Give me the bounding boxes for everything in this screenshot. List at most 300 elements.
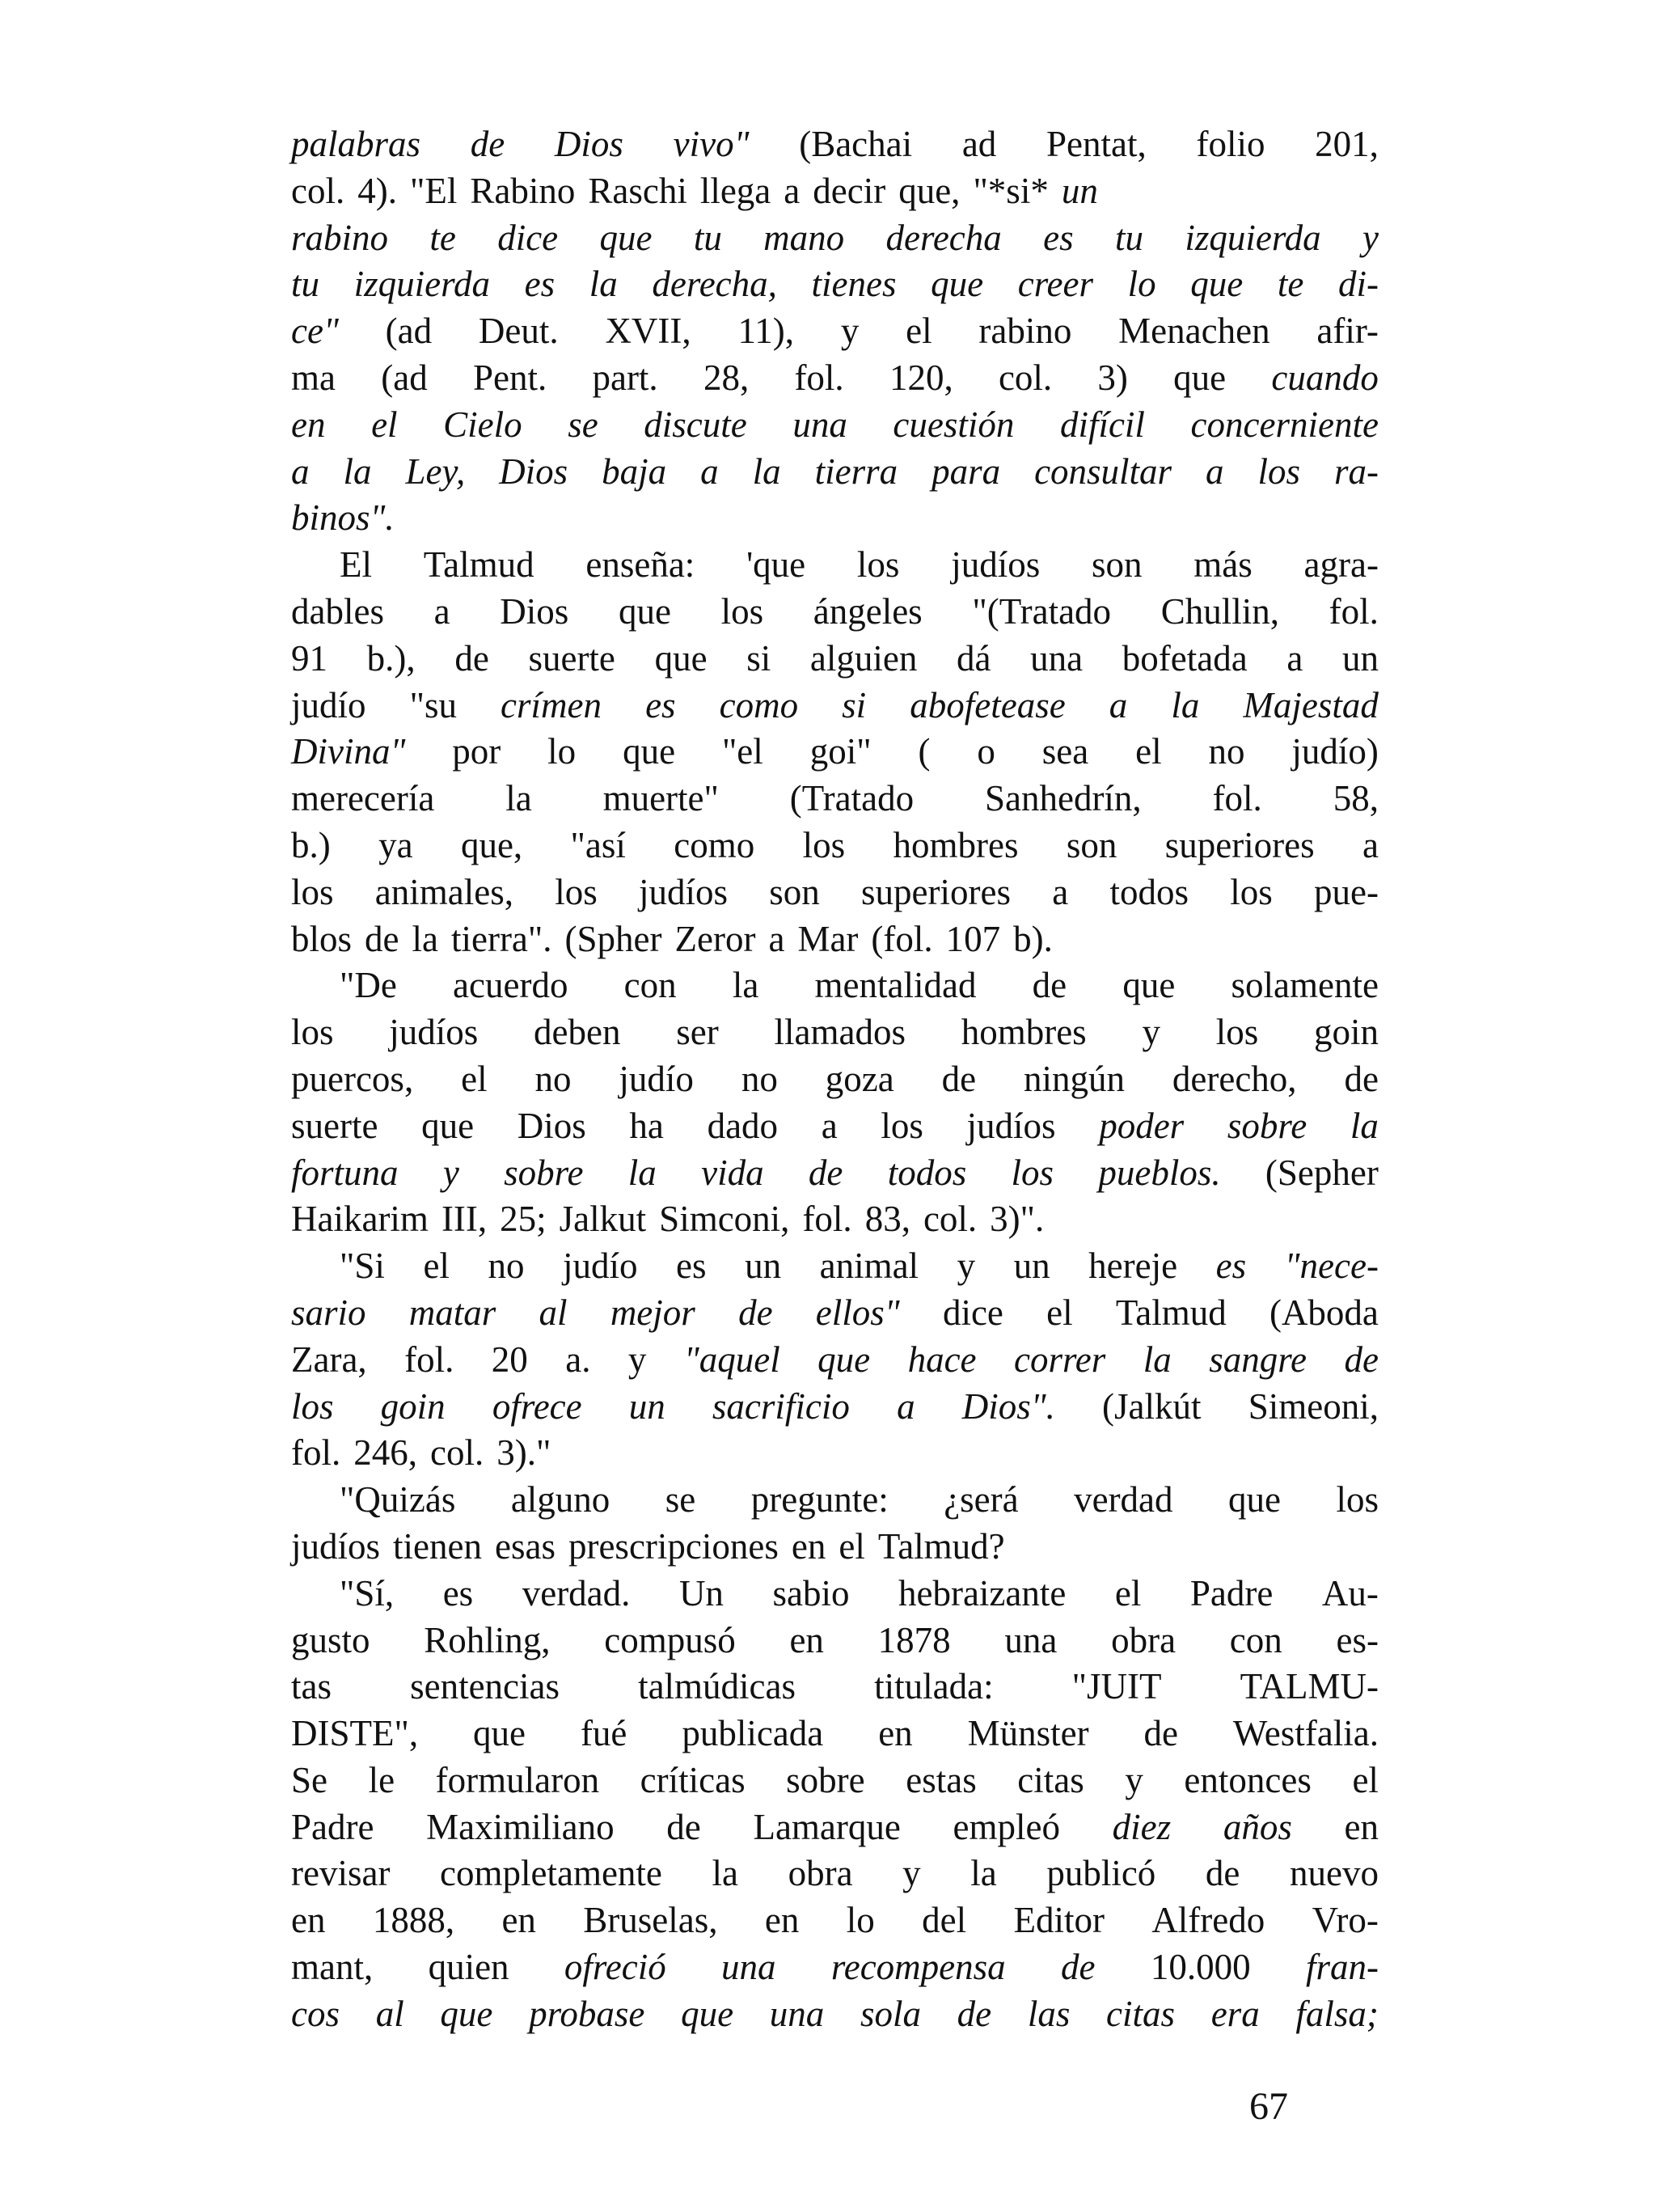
word: y (627, 1339, 647, 1380)
word: a (1286, 637, 1303, 679)
word: (Tratado (789, 778, 915, 819)
word: completamente (440, 1853, 662, 1894)
word: de (365, 918, 399, 959)
text-line (291, 1009, 1379, 1056)
word: la (970, 1853, 997, 1894)
word: 1888, (372, 1900, 455, 1941)
word: judíos (638, 871, 729, 912)
italic-word: palabras (291, 124, 421, 164)
italic-word: años (1223, 1806, 1292, 1847)
italic-word: discute (644, 404, 747, 445)
word: dice (942, 1292, 1003, 1333)
word: "Sí, (340, 1572, 395, 1614)
word: XVII, (605, 311, 691, 352)
italic-word: vivo" (673, 124, 750, 164)
word: fol. (404, 1339, 454, 1380)
word: entonces (1184, 1759, 1312, 1800)
word: Mar (797, 918, 859, 959)
word: obra (1111, 1619, 1177, 1660)
word: Raschi (588, 170, 687, 211)
word: 201, (1315, 124, 1379, 164)
word: dá (956, 637, 991, 679)
italic-word: abofetease (910, 684, 1066, 725)
word: citas (1017, 1759, 1084, 1800)
italic-word: las (1027, 1993, 1071, 2034)
word: ha (629, 1105, 664, 1146)
italic-word: tu (291, 264, 320, 305)
text-line (291, 355, 1379, 402)
text-line (291, 1850, 1379, 1897)
word: ningún (1023, 1058, 1125, 1099)
italic-word: falsa; (1295, 1993, 1379, 2034)
text-line (291, 449, 1379, 496)
word: empleó (953, 1806, 1060, 1847)
word: mentalidad (814, 965, 977, 1006)
word: llamados (774, 1012, 906, 1053)
word: los (802, 824, 846, 865)
word: que, (460, 824, 523, 865)
italic-word: es (645, 684, 676, 725)
word: que (421, 1105, 475, 1146)
italic-word: ofrece (492, 1385, 582, 1427)
word: un (1341, 637, 1379, 679)
word: de (1344, 1058, 1379, 1099)
word: Münster (967, 1713, 1089, 1754)
italic-word: de (1344, 1339, 1379, 1380)
italic-word: una (721, 1947, 776, 1988)
word: deben (534, 1012, 621, 1053)
word: Dios (517, 1105, 586, 1146)
word: solamente (1231, 965, 1379, 1006)
word: por (452, 731, 501, 772)
italic-word: cuestión (893, 404, 1015, 445)
italic-word: Cielo (443, 404, 522, 445)
italic-word: los (291, 1385, 334, 1427)
word: y (840, 311, 860, 352)
word: una (1030, 637, 1084, 679)
word: pregunte: (750, 1479, 889, 1520)
word: "El (409, 170, 458, 211)
word: de (454, 637, 489, 679)
italic-word: para (932, 450, 1001, 492)
word: goin (1313, 1012, 1379, 1053)
word: fol. (1212, 778, 1262, 819)
italic-word: derecha (885, 217, 1002, 258)
word: los (291, 871, 334, 912)
italic-word: Dios". (961, 1385, 1055, 1427)
italic-word: sobre (504, 1152, 584, 1193)
word: a (821, 1105, 838, 1146)
word: pue- (1314, 871, 1379, 912)
word: superiores (1164, 824, 1315, 865)
word: 3)." (496, 1432, 551, 1474)
italic-word: un (1061, 170, 1098, 211)
text-line (291, 776, 1379, 823)
word: b). (1013, 918, 1053, 959)
text-line (291, 1804, 1379, 1851)
italic-word: era (1210, 1993, 1260, 2034)
word: verdad. (522, 1572, 631, 1614)
word: Rohling, (424, 1619, 551, 1660)
text-line (291, 261, 1379, 308)
word: que (623, 731, 676, 772)
word: son (1066, 824, 1117, 865)
italic-word: el (371, 404, 398, 445)
italic-word: es (1043, 217, 1074, 258)
italic-word: poder (1099, 1105, 1185, 1146)
word: (ad (381, 357, 428, 398)
word: hombres (961, 1012, 1087, 1053)
text-line (291, 1897, 1379, 1944)
word: Haikarim (291, 1199, 429, 1240)
word: con (623, 965, 677, 1006)
word: los (1215, 1012, 1259, 1053)
italic-word: una (769, 1993, 825, 2034)
word: no (741, 1058, 778, 1099)
word: suerte (291, 1105, 378, 1146)
word: El (340, 544, 372, 586)
word: que (473, 1713, 526, 1754)
word: que, (898, 170, 961, 211)
word: judíos (966, 1105, 1056, 1146)
word: le (368, 1759, 395, 1800)
word: Simeoni, (1248, 1385, 1379, 1427)
italic-word: izquierda (353, 264, 490, 305)
word: y (1125, 1759, 1143, 1800)
text-line (291, 1711, 1379, 1757)
word: Zeror (674, 918, 756, 959)
italic-word: lo (1127, 264, 1156, 305)
word: "Si (340, 1246, 385, 1287)
italic-word: Ley, (405, 450, 466, 492)
text-line (291, 683, 1379, 730)
word: ser (676, 1012, 719, 1053)
word: quien (428, 1947, 509, 1988)
word: 'que (746, 544, 806, 586)
word: agra- (1303, 544, 1379, 586)
italic-word: pueblos. (1098, 1152, 1221, 1193)
word: Rabino (470, 170, 576, 211)
italic-word: rabino (291, 217, 389, 258)
word: tierra". (450, 918, 552, 959)
italic-word: de (738, 1292, 773, 1333)
word: los (881, 1105, 923, 1146)
word: un (745, 1246, 782, 1287)
italic-word: a (700, 450, 719, 492)
word: judío (291, 684, 366, 725)
italic-word: consultar (1034, 450, 1172, 492)
word: críticas (640, 1759, 746, 1800)
word: en (791, 1525, 826, 1567)
word: fol. (802, 1199, 852, 1240)
italic-word: Dios (554, 124, 623, 164)
italic-word: tienes (811, 264, 897, 305)
word: 11), (737, 311, 795, 352)
word: 10.000 (1150, 1947, 1251, 1988)
word: es (676, 1246, 707, 1287)
word: con (1229, 1619, 1282, 1660)
text-line (291, 589, 1379, 636)
word: a (784, 170, 801, 211)
word: gusto (291, 1619, 370, 1660)
word: muerte" (602, 778, 719, 819)
word: judíos (951, 544, 1041, 586)
word: ( (918, 731, 931, 772)
italic-word: "nece- (1284, 1246, 1379, 1287)
text-line (291, 1757, 1379, 1804)
word: Se (291, 1759, 327, 1800)
word: publicada (682, 1713, 824, 1754)
word: que (1173, 357, 1227, 398)
word: la (712, 1853, 738, 1894)
word: derecho, (1172, 1058, 1297, 1099)
word: part. (592, 357, 658, 398)
word: ya (378, 824, 413, 865)
word: judíos (291, 1525, 381, 1567)
word: dado (707, 1105, 779, 1146)
word: "su (409, 684, 457, 725)
text-line (291, 1056, 1379, 1103)
text-line (291, 1384, 1379, 1431)
word: Bruselas, (583, 1900, 718, 1941)
italic-word: concerniente (1190, 404, 1379, 445)
word: estas (906, 1759, 977, 1800)
word: en (789, 1619, 824, 1660)
word: col. (430, 1432, 484, 1474)
italic-word: la (752, 450, 781, 492)
word: 91 (291, 637, 327, 679)
italic-word: que (440, 1993, 493, 2034)
word: la (732, 965, 759, 1006)
word: (Jalkút (1102, 1385, 1202, 1427)
word: col. (291, 170, 345, 211)
italic-word: de (470, 124, 505, 164)
word: ad (961, 124, 997, 164)
text-line (291, 1196, 1379, 1243)
word: Padre (291, 1806, 374, 1847)
italic-word: de (957, 1993, 992, 2034)
word: titulada: (874, 1666, 994, 1707)
text-line (291, 823, 1379, 869)
page-body (291, 121, 1379, 2038)
word: 3)". (990, 1199, 1045, 1240)
word: nuevo (1289, 1853, 1379, 1894)
italic-word: que (1190, 264, 1244, 305)
word: a. (565, 1339, 591, 1380)
word: a (1362, 824, 1379, 865)
text-line (291, 308, 1379, 355)
italic-word: vida (701, 1152, 764, 1193)
italic-word: los (1257, 450, 1301, 492)
word: Talmud (1115, 1292, 1227, 1333)
italic-word: ellos" (815, 1292, 900, 1333)
italic-word: si (842, 684, 867, 725)
word: 107 (945, 918, 1001, 959)
word: publicó (1046, 1853, 1156, 1894)
word: judío (619, 1058, 694, 1099)
italic-word: que (931, 264, 984, 305)
word: rabino (978, 311, 1072, 352)
text-line (291, 1103, 1379, 1150)
word: blos (291, 918, 353, 959)
word: "Quizás (340, 1479, 456, 1520)
italic-word: es (1215, 1246, 1247, 1287)
text-line (291, 1430, 1379, 1477)
italic-word: tierra (814, 450, 898, 492)
word: o (977, 731, 995, 772)
word: talmúdicas (638, 1666, 796, 1707)
word: alguno (510, 1479, 610, 1520)
italic-word: dice (497, 217, 559, 258)
word: 1878 (877, 1619, 951, 1660)
word: decir (813, 170, 886, 211)
word: los (856, 544, 900, 586)
word: el (906, 311, 932, 352)
word: en (291, 1900, 326, 1941)
word: verdad (1074, 1479, 1173, 1520)
word: Dios (500, 590, 569, 632)
italic-word: hace (907, 1339, 977, 1380)
italic-word: es (524, 264, 556, 305)
word: sobre (786, 1759, 865, 1800)
word: más (1193, 544, 1253, 586)
italic-word: binos". (291, 497, 395, 539)
word: en (764, 1900, 800, 1941)
word: los (1336, 1479, 1379, 1520)
word: Pent. (472, 357, 547, 398)
word: el (839, 1525, 865, 1567)
word: que (654, 637, 708, 679)
word: los (720, 590, 764, 632)
italic-word: al (375, 1993, 404, 2034)
italic-word: la (627, 1152, 657, 1193)
italic-word: mejor (610, 1292, 695, 1333)
word: los (555, 871, 598, 912)
word: judíos (389, 1012, 479, 1053)
word: lo (547, 731, 577, 772)
word: Talmud? (877, 1525, 1005, 1567)
italic-word: cuando (1271, 357, 1379, 398)
italic-word: a (1206, 450, 1224, 492)
word: Deut. (478, 311, 559, 352)
word: sentencias (410, 1666, 560, 1707)
word: judío (562, 1246, 638, 1287)
text-line (291, 542, 1379, 589)
italic-word: los (1011, 1152, 1054, 1193)
word: hombres (893, 824, 1019, 865)
text-line (291, 1944, 1379, 1991)
italic-word: citas (1106, 1993, 1176, 2034)
word: de (1032, 965, 1067, 1006)
word: 246, (353, 1432, 417, 1474)
word: a (1052, 871, 1069, 912)
text-line (291, 962, 1379, 1009)
word: (Bachai (799, 124, 913, 164)
italic-word: ce" (291, 311, 339, 352)
word: enseña: (585, 544, 695, 586)
italic-word: fortuna (291, 1152, 399, 1193)
word: col. (923, 1199, 978, 1240)
word: compusó (604, 1619, 736, 1660)
word: "De (340, 965, 397, 1006)
text-line (291, 636, 1379, 683)
word: la (505, 778, 532, 819)
word: dables (291, 590, 384, 632)
word: los (291, 1012, 334, 1053)
word: (Spher (564, 918, 662, 959)
word: el (1135, 731, 1162, 772)
italic-word: la (1143, 1339, 1172, 1380)
italic-word: goin (380, 1385, 446, 1427)
italic-word: al (539, 1292, 568, 1333)
italic-word: de (1061, 1947, 1096, 1988)
word: no (488, 1246, 525, 1287)
word: de (1205, 1853, 1240, 1894)
word: revisar (291, 1853, 391, 1894)
word: del (922, 1900, 967, 1941)
italic-word: se (568, 404, 598, 445)
text-line (291, 1571, 1379, 1618)
word: 120, (889, 357, 953, 398)
word: (Sepher (1265, 1152, 1379, 1193)
italic-word: y (1362, 217, 1379, 258)
word: Lamarque (753, 1806, 901, 1847)
word: (fol. (871, 918, 933, 959)
word: hebraizante (898, 1572, 1067, 1614)
word: esas (494, 1525, 556, 1567)
italic-word: la (343, 450, 372, 492)
italic-word: que (817, 1339, 871, 1380)
word: como (674, 824, 755, 865)
italic-word: fran- (1305, 1947, 1379, 1988)
italic-word: Dios (499, 450, 568, 492)
word: ¿será (944, 1479, 1019, 1520)
text-line (291, 869, 1379, 916)
word: Un (678, 1572, 724, 1614)
italic-word: difícil (1059, 404, 1145, 445)
word: Zara, (291, 1339, 367, 1380)
word: la (412, 918, 438, 959)
word: 4). (357, 170, 397, 211)
word: "así (570, 824, 626, 865)
text-line (291, 215, 1379, 262)
italic-word: cos (291, 1993, 340, 2034)
word: alguien (809, 637, 918, 679)
word: el (1046, 1292, 1073, 1333)
word: un (1013, 1246, 1050, 1287)
word: acuerdo (453, 965, 568, 1006)
word: 25; (500, 1199, 547, 1240)
word: 3) (1097, 357, 1128, 398)
word: b.) (291, 824, 331, 865)
italic-word: una (792, 404, 847, 445)
word: que (1122, 965, 1176, 1006)
italic-word: creer (1017, 264, 1093, 305)
italic-word: y (442, 1152, 459, 1193)
italic-word: "aquel (683, 1339, 780, 1380)
word: fol. (291, 1432, 341, 1474)
text-line (291, 1524, 1379, 1571)
italic-word: crímen (501, 684, 602, 725)
word: judío) (1291, 731, 1379, 772)
word: llega (699, 170, 771, 211)
italic-word: recompensa (830, 1947, 1006, 1988)
italic-word: tu (1114, 217, 1143, 258)
word: hereje (1088, 1246, 1178, 1287)
word: son (769, 871, 820, 912)
word: (Aboda (1269, 1292, 1379, 1333)
word: en (1344, 1806, 1379, 1847)
